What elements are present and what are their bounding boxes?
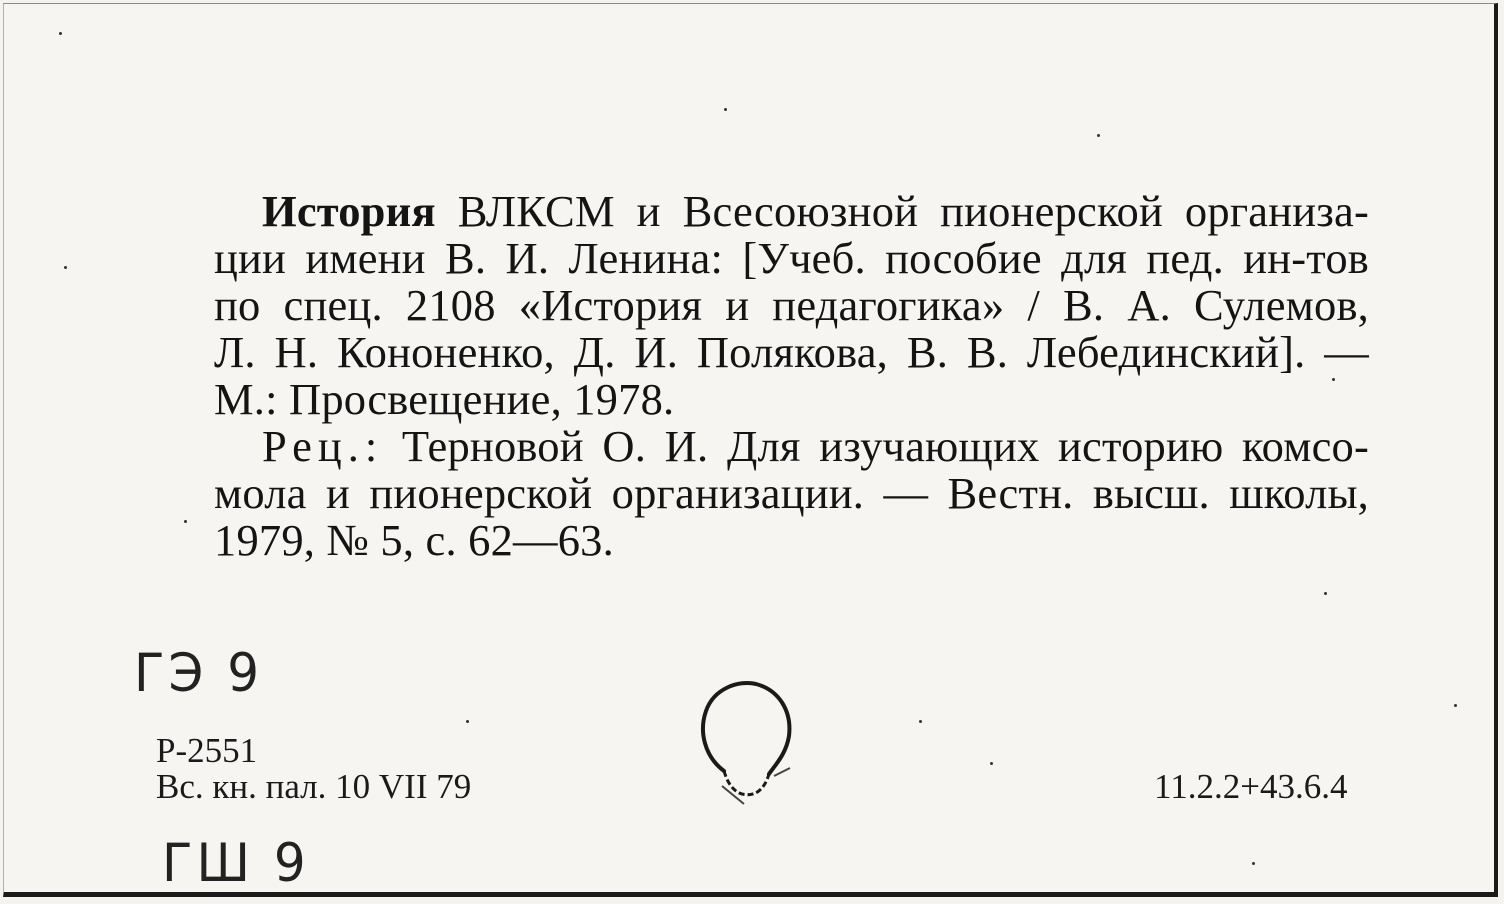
entry-line-8: 1979, № 5, с. 62—63. [214, 515, 614, 565]
entry-line-6 [214, 423, 1369, 470]
entry-line-3: по спец. 2108 «История и педагогика» / В. А. Сулемов, [214, 280, 1369, 330]
speck [724, 108, 727, 111]
entry-line-1-rest: ВЛКСМ и Всесоюзной пионерской организа- [457, 186, 1369, 236]
card-code: Р-2551 [156, 731, 258, 770]
speck [990, 762, 993, 765]
handwritten-mark-top: ГЭ 9 [134, 642, 264, 704]
speck [1332, 378, 1335, 381]
classification-index: 11.2.2+43.6.4 [1154, 767, 1348, 806]
entry-line-5: М.: Просвещение, 1978. [214, 374, 675, 424]
speck [1252, 862, 1255, 865]
entry-line-2: ции имени В. И. Ленина: [Учеб. пособие для пед. ин-тов [214, 233, 1369, 283]
speck [919, 720, 922, 723]
speck [1454, 704, 1457, 707]
entry-line-7: мола и пионерской организации. — Вестн. высш. школы, [214, 468, 1369, 518]
bibliographic-entry [214, 188, 1369, 564]
speck [466, 720, 469, 723]
speck [64, 266, 67, 269]
review-label: Рец.: [262, 421, 384, 471]
entry-line-4: Л. Н. Кононенко, Д. И. Полякова, В. В. Лебединский]. — [214, 327, 1369, 377]
catalog-card [3, 3, 1498, 897]
entry-line-6-rest: Терновой О. И. Для изучающих историю комсо- [401, 421, 1369, 471]
speck [184, 520, 187, 523]
handwritten-mark-bottom: ГШ 9 [162, 832, 310, 894]
entry-line-1 [214, 188, 1369, 235]
registration-note: Вс. кн. пал. 10 VII 79 [156, 767, 472, 806]
lightbulb-mark-icon [694, 676, 804, 816]
speck [1324, 592, 1327, 595]
speck [59, 32, 62, 35]
entry-title-bold: История [262, 186, 436, 236]
speck [1097, 134, 1100, 137]
